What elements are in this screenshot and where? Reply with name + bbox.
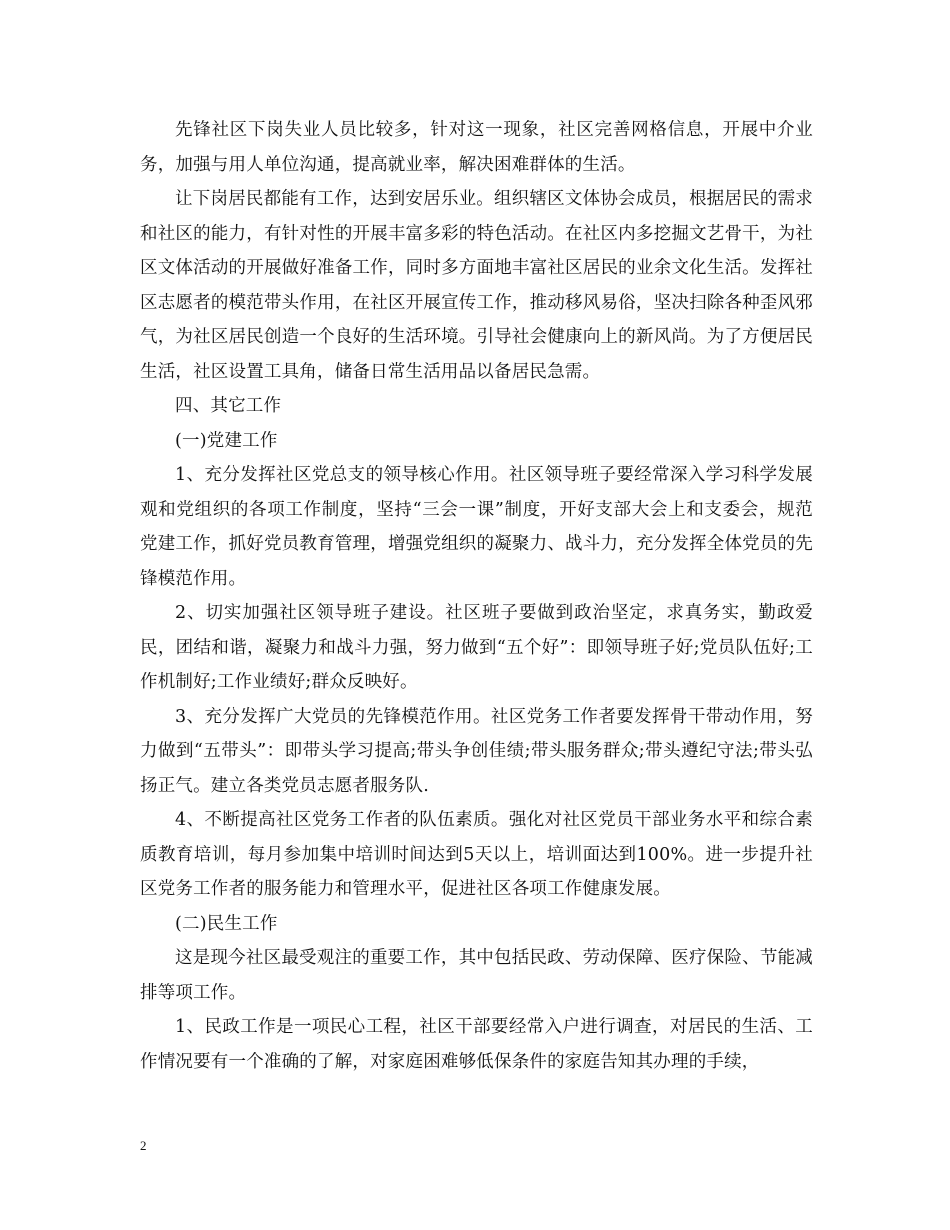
subsection-heading: (一)党建工作 <box>175 430 278 451</box>
page-number: 2 <box>140 1138 147 1153</box>
body-paragraph: 让下岗居民都能有工作，达到安居乐业。组织辖区文体协会成员，根据居民的需求和社区的能力，有针对性的开展丰富多彩的特色活动。在社区内多挖掘文艺骨干，为社区文体活动的开展做好准备工作，同时多方面地丰富社区居民的业余文化生活。发挥社区志愿者的模范带头作用，在社区开展宣传工作，推动移风易俗，坚决扫除各种歪风邪气，为社区居民创造一个良好的生活环境。引导社会健康向上的新风尚。为了方便居民生活，社区设置工具角，储备日常生活用品以备居民急需。 <box>140 189 813 382</box>
body-paragraph: 1、民政工作是一项民心工程，社区干部要经常入户进行调查，对居民的生活、工作情况要有一个准确的了解，对家庭困难够低保条件的家庭告知其办理的手续， <box>140 1017 813 1072</box>
body-paragraph: 1、充分发挥社区党总支的领导核心作用。社区领导班子要经常深入学习科学发展观和党组织的各项工作制度，坚持“三会一课”制度，开好支部大会上和支委会，规范党建工作，抓好党员教育管理，增强党组织的凝聚力、战斗力，充分发挥全体党员的先锋模范作用。 <box>140 465 813 589</box>
body-paragraph: 先锋社区下岗失业人员比较多，针对这一现象，社区完善网格信息，开展中介业务，加强与用人单位沟通，提高就业率，解决困难群体的生活。 <box>140 120 813 175</box>
body-paragraph: 2、切实加强社区领导班子建设。社区班子要做到政治坚定，求真务实，勤政爱民，团结和谐，凝聚力和战斗力强，努力做到“五个好”：即领导班子好;党员队伍好;工作机制好;工作业绩好;群众反映好。 <box>140 603 813 692</box>
body-paragraph: 4、不断提高社区党务工作者的队伍素质。强化对社区党员干部业务水平和综合素质教育培训，每月参加集中培训时间达到5天以上，培训面达到100%。进一步提升社区党务工作者的服务能力和管理水平，促进社区各项工作健康发展。 <box>140 810 813 899</box>
body-paragraph: 这是现今社区最受观注的重要工作，其中包括民政、劳动保障、医疗保险、节能减排等项工作。 <box>140 948 813 1003</box>
body-paragraph: 3、充分发挥广大党员的先锋模范作用。社区党务工作者要发挥骨干带动作用，努力做到“五带头”：即带头学习提高;带头争创佳绩;带头服务群众;带头遵纪守法;带头弘扬正气。建立各类党员志愿者服务队. <box>140 706 813 796</box>
document-body <box>140 113 813 1079</box>
subsection-heading: (二)民生工作 <box>175 913 278 934</box>
section-heading: 四、其它工作 <box>175 396 282 416</box>
